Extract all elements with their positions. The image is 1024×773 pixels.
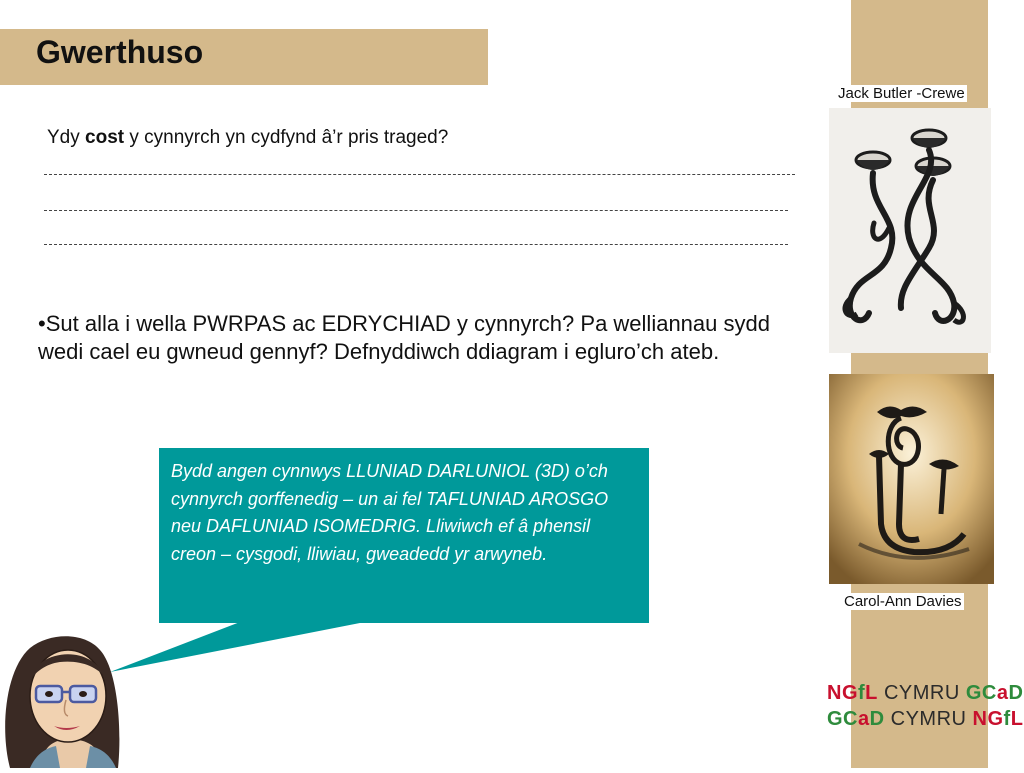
photo-credit-bottom: Carol-Ann Davies xyxy=(844,593,962,610)
logo-segment: NG xyxy=(972,708,1004,730)
logo-segment: CYMRU xyxy=(877,682,966,704)
candle-holder-photo xyxy=(829,108,991,353)
answer-line-2 xyxy=(44,210,788,211)
ngfl-logo-line-2 xyxy=(827,708,1023,731)
question-cost-bold: cost xyxy=(85,127,125,148)
photo-credit-top: Jack Butler -Crewe xyxy=(838,85,965,102)
logo-segment: D xyxy=(869,708,885,730)
question-improvements: •Sut alla i wella PWRPAS ac EDRYCHIAD y cynnyrch? Pa welliannau sydd wedi cael eu gwneud gennyf? Defnyddiwch ddiagram i egluro’ch ateb. xyxy=(38,311,770,364)
logo-segment: a xyxy=(996,682,1009,704)
logo-segment: L xyxy=(1010,708,1024,730)
logo-segment: CYMRU xyxy=(884,708,973,730)
answer-line-3 xyxy=(44,244,788,245)
logo-segment: f xyxy=(858,682,866,704)
page-title: Gwerthuso xyxy=(36,34,204,70)
ngfl-logo-line-1 xyxy=(827,682,1023,705)
logo-segment: GC xyxy=(827,708,858,730)
logo-segment: D xyxy=(1008,682,1024,704)
speech-bubble-text: Bydd angen cynnwys LLUNIAD DARLUNIOL (3D) o’ch cynnyrch gorffenedig – un ai fel TAFLUNIAD AROSGO neu DAFLUNIAD ISOMEDRIG. Lliwiwch ef â phensil creon – cysgodi, lliwiau, gweadedd yr arwyneb. xyxy=(171,461,609,564)
speech-bubble xyxy=(159,448,649,623)
logo-segment: GC xyxy=(965,682,997,704)
question-cost-prefix: Ydy xyxy=(47,127,86,148)
logo-segment: L xyxy=(865,682,878,704)
question-cost xyxy=(47,127,448,149)
question-cost-suffix: y cynnyrch yn cydfynd â’r pris traged? xyxy=(124,127,449,148)
teacher-avatar xyxy=(0,630,145,768)
logo-segment: a xyxy=(858,708,870,730)
sculpture-photo xyxy=(829,374,994,584)
logo-segment: NG xyxy=(827,682,858,704)
logo-segment: f xyxy=(1003,708,1011,730)
answer-line-1 xyxy=(44,174,795,175)
